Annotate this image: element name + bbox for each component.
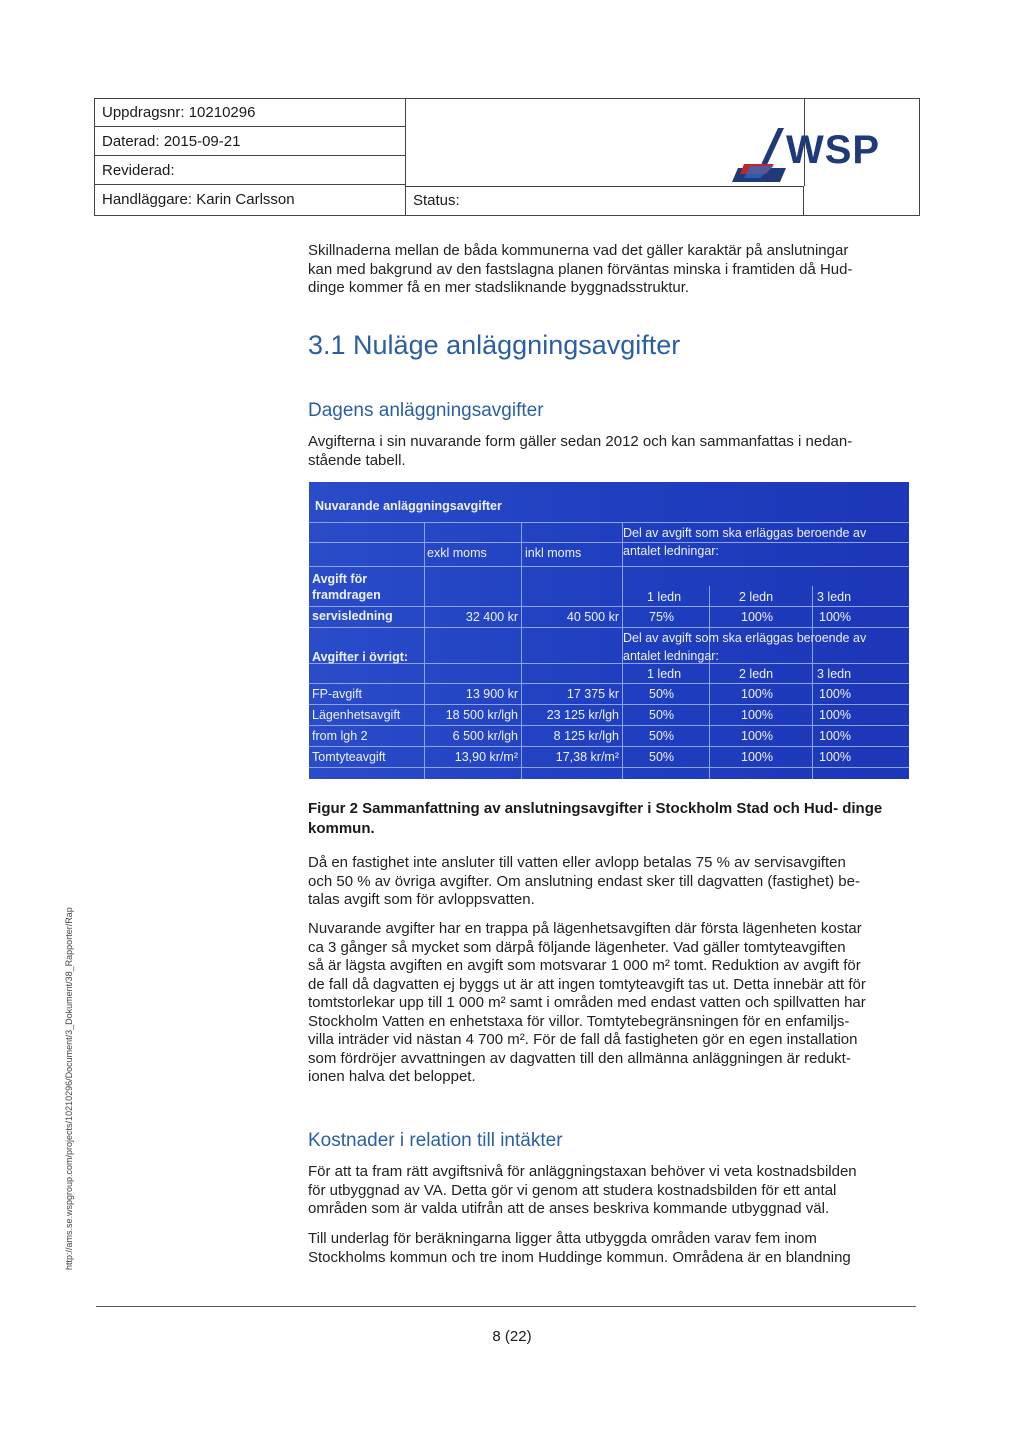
- fee-table: [309, 482, 909, 779]
- table-row-exkl: 13,90 kr/m²: [454, 750, 518, 764]
- table-row-share: 100%: [819, 708, 851, 722]
- service-share-2: 100%: [741, 610, 773, 624]
- table-row-inkl: 17 375 kr: [566, 687, 619, 701]
- table-row-share: 100%: [819, 750, 851, 764]
- revised-field: Reviderad:: [95, 157, 405, 185]
- table-title: Nuvarande anläggningsavgifter: [315, 499, 502, 513]
- table-row-exkl: 13 900 kr: [465, 687, 518, 701]
- table-row-share: 50%: [649, 750, 675, 764]
- table-row-inkl: 23 125 kr/lgh: [546, 708, 619, 722]
- table-row-inkl: 8 125 kr/lgh: [553, 729, 619, 743]
- subheading-costs: Kostnader i relation till intäkter: [308, 1130, 563, 1151]
- table-row-share: 100%: [819, 687, 851, 701]
- text-line: Till underlag för beräkningarna ligger åtta utbyggda områden varav fem inom: [308, 1230, 817, 1247]
- table-row-exkl: 18 500 kr/lgh: [445, 708, 518, 722]
- service-label: servisledning: [312, 609, 393, 623]
- date-field: Daterad: 2015-09-21: [95, 128, 405, 156]
- lines-header: 2 ledn: [739, 667, 774, 681]
- table-row-inkl: 17,38 kr/m²: [555, 750, 619, 764]
- text-line: Då en fastighet inte ansluter till vatten eller avlopp betalas 75 % av servisavgiften: [308, 854, 846, 871]
- text-line: ionen halva det beloppet.: [308, 1068, 476, 1085]
- text-line: Stockholm Vatten en enhetstaxa för villor. Tomtytebegränsningen för en enfamiljs-: [308, 1012, 850, 1030]
- text-line: villa inträder vid nästan 4 700 m². För de fall då fastigheten gör en egen installation: [308, 1031, 858, 1048]
- text-line: tomtstorlekar upp till 1 000 m² samt i områden med endast vatten och spillvatten har: [308, 994, 866, 1011]
- table-row-share: 50%: [649, 687, 675, 701]
- paragraph-1: [308, 433, 920, 470]
- text-line: de fall då dagvatten ej byggs ut är att ingen tomtyteavgift tas ut. Detta innebär att för: [308, 975, 866, 993]
- section-heading: 3.1 Nuläge anläggningsavgifter: [308, 330, 681, 360]
- logo-wordmark: WSP: [786, 128, 881, 172]
- share-header-line: antalet ledningar:: [623, 544, 719, 558]
- lines-header: 1 ledn: [647, 590, 682, 604]
- status-field: Status:: [405, 186, 804, 215]
- side-url: http://ams.se.wspgroup.com/projects/10210296/Document/3_Dokument/38_Rapporter/Rap: [64, 907, 74, 1270]
- header-meta-column: [95, 99, 406, 215]
- lines-header: 1 ledn: [647, 667, 682, 681]
- text-line: dinge kommer få en mer stadsliknande byggnadsstruktur.: [308, 279, 690, 296]
- paragraph-5: [308, 1230, 920, 1267]
- lines-header: 3 ledn: [817, 667, 852, 681]
- text-line: Skillnaderna mellan de båda kommunerna vad det gäller karaktär på anslutningar: [308, 242, 849, 259]
- service-exkl: 32 400 kr: [465, 610, 518, 624]
- table-row-share: 50%: [649, 708, 675, 722]
- text-line: stående tabell.: [308, 451, 406, 469]
- text-line: Avgifterna i sin nuvarande form gäller sedan 2012 och kan sammanfattas i nedan-: [308, 433, 853, 450]
- text-line: För att ta fram rätt avgiftsnivå för anläggningstaxan behöver vi veta kostnadsbilden: [308, 1163, 857, 1180]
- table-row-name: Lägenhetsavgift: [312, 708, 401, 722]
- wsp-logo-icon: [730, 124, 790, 184]
- handler-field: Handläggare: Karin Carlsson: [102, 191, 295, 208]
- table-row-share: 100%: [741, 729, 773, 743]
- text-line: och 50 % av övriga avgifter. Om anslutning endast sker till dagvatten (fastighet) be-: [308, 872, 860, 890]
- text-line: Nuvarande avgifter har en trappa på lägenhetsavgiften där första lägenheten kostar: [308, 920, 862, 937]
- table-row-share: 100%: [741, 750, 773, 764]
- table-row-name: from lgh 2: [312, 729, 368, 743]
- text-line: kan med bakgrund av den fastslagna planen förväntas minska i framtiden då Hud-: [308, 260, 853, 278]
- service-inkl: 40 500 kr: [566, 610, 619, 624]
- share-header-line: Del av avgift som ska erläggas beroende av: [623, 631, 867, 645]
- figure-caption: Figur 2 Sammanfattning av anslutningsavgifter i Stockholm Stad och Hud- dinge kommun.: [308, 800, 883, 837]
- column-header-exkl: exkl moms: [427, 546, 487, 560]
- text-line: ca 3 gånger så mycket som därpå följande lägenheter. Vad gäller tomtyteavgiften: [308, 938, 846, 956]
- table-row-share: 100%: [819, 729, 851, 743]
- lines-header: 3 ledn: [817, 590, 852, 604]
- service-label: framdragen: [312, 588, 381, 602]
- text-line: områden som är valda utifrån att de anses beskriva kommande utbyggnad väl.: [308, 1200, 830, 1217]
- paragraph-4: [308, 1163, 920, 1219]
- footer-divider: [96, 1306, 916, 1307]
- service-share-1: 75%: [649, 610, 675, 624]
- text-line: som fördröjer avvattningen av dagvatten till den allmänna anläggningen är redukt-: [308, 1049, 851, 1067]
- table-row-share: 50%: [649, 729, 675, 743]
- column-header-inkl: inkl moms: [525, 546, 582, 560]
- share-header-line: antalet ledningar:: [623, 649, 719, 663]
- service-share-3: 100%: [819, 610, 851, 624]
- table-row-exkl: 6 500 kr/lgh: [452, 729, 518, 743]
- text-line: talas avgift som för avloppsvatten.: [308, 891, 535, 908]
- page-number: 8 (22): [492, 1328, 532, 1345]
- other-fees-label: Avgifter i övrigt:: [312, 650, 409, 664]
- paragraph-2: [308, 854, 920, 910]
- text-line: för utbyggnad av VA. Detta gör vi genom att studera kostnadsbilden för ett antal: [308, 1181, 837, 1199]
- share-header-line: Del av avgift som ska erläggas beroende av: [623, 526, 867, 540]
- lines-header: 2 ledn: [739, 590, 774, 604]
- wsp-logo: [730, 124, 900, 184]
- table-row-share: 100%: [741, 687, 773, 701]
- table-row-name: Tomtyteavgift: [312, 750, 386, 764]
- text-line: Stockholms kommun och tre inom Huddinge kommun. Områdena är en blandning: [308, 1248, 851, 1266]
- assignment-number: Uppdragsnr: 10210296: [95, 99, 405, 127]
- table-row-name: FP-avgift: [312, 687, 363, 701]
- text-line: så är lägsta avgiften en avgift som motsvarar 1 000 m² tomt. Reduktion av avgift för: [308, 957, 861, 974]
- subheading-current-fees: Dagens anläggningsavgifter: [308, 400, 544, 421]
- paragraph-3: [308, 920, 920, 1087]
- intro-paragraph: [308, 242, 920, 298]
- service-label: Avgift för: [312, 572, 368, 586]
- table-row-share: 100%: [741, 708, 773, 722]
